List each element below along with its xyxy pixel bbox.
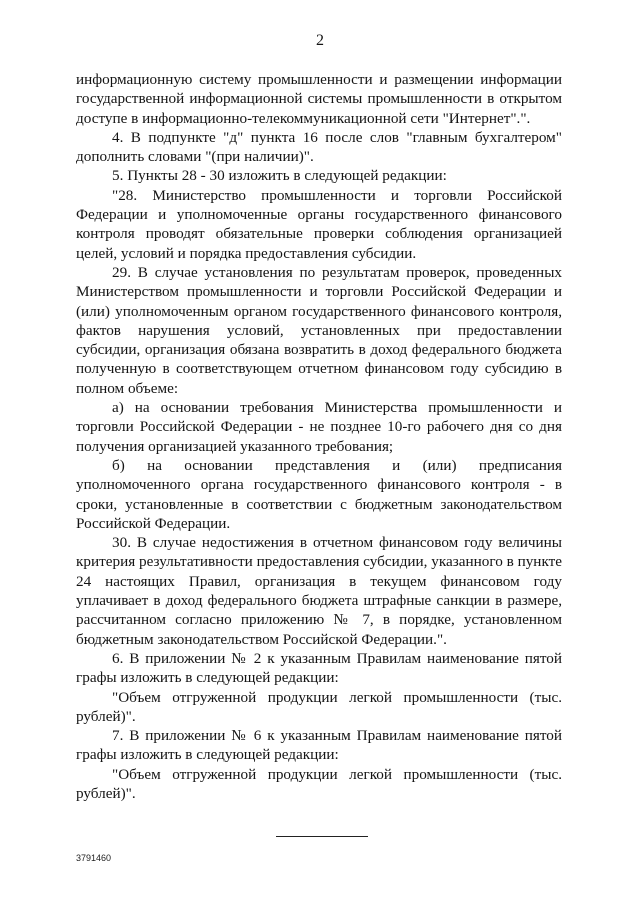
- closing-rule: [276, 836, 368, 837]
- paragraph-item-7: 7. В приложении № 6 к указанным Правилам наименование пятой графы изложить в следующей редакции:: [76, 727, 562, 764]
- paragraph-point-30: 30. В случае недостижения в отчетном финансовом году величины критерия результативности предоставления субсидии, указанного в пункте 24 настоящих Правил, организация в текущем финансовом году уплачивает в доход федерального бюджета штрафные санкции в размере, рассчитанном согласно приложению № 7, в порядке, установленном бюджетным законодательством Российской Федерации.".: [76, 534, 562, 648]
- paragraph-point-28: "28. Министерство промышленности и торговли Российской Федерации и уполномоченные органы государственного финансового контроля проводят обязательные проверки соблюдения организацией целей, условий и порядка предоставления субсидии.: [76, 186, 562, 262]
- document-code: 3791460: [76, 853, 112, 863]
- paragraph-item-5: 5. Пункты 28 - 30 изложить в следующей редакции:: [112, 167, 447, 185]
- paragraph-item-6-quote: "Объем отгруженной продукции легкой промышленности (тыс. рублей)".: [76, 688, 562, 725]
- paragraph-subpoint-a: а) на основании требования Министерства промышленности и торговли Российской Федерации - не позднее 10-го рабочего дня со дня получения организацией указанного требования;: [76, 399, 562, 455]
- paragraph-item-4: 4. В подпункте "д" пункта 16 после слов "главным бухгалтером" дополнить словами "(при наличии)".: [76, 128, 562, 166]
- paragraph-item-6: 6. В приложении № 2 к указанным Правилам наименование пятой графы изложить в следующей редакции:: [76, 649, 562, 687]
- paragraph-subpoint-b: б) на основании представления и (или) предписания уполномоченного органа государственного финансового контроля - в сроки, установленные в соответствии с бюджетным законодательством Российской Федерации.: [76, 456, 562, 532]
- paragraph-item-7-quote: "Объем отгруженной продукции легкой промышленности (тыс. рублей)".: [76, 765, 562, 802]
- page-number: 2: [316, 32, 324, 49]
- paragraph-continuation: информационную систему промышленности и размещении информации государственной информационной системы промышленности в открытом доступе в информационно-телекоммуникационной сети "Интернет".".: [76, 71, 562, 127]
- paragraph-point-29: 29. В случае установления по результатам проверок, проведенных Министерством промышленности и торговли Российской Федерации и (или) уполномоченным органом государственного финансового контроля, фактов нарушения условий, установленных при предоставлении субсидии, организация обязана возвратить в доход федерального бюджета полученную в соответствующем отчетном финансовом году субсидию в полном объеме:: [76, 263, 562, 397]
- document-body: [76, 70, 562, 803]
